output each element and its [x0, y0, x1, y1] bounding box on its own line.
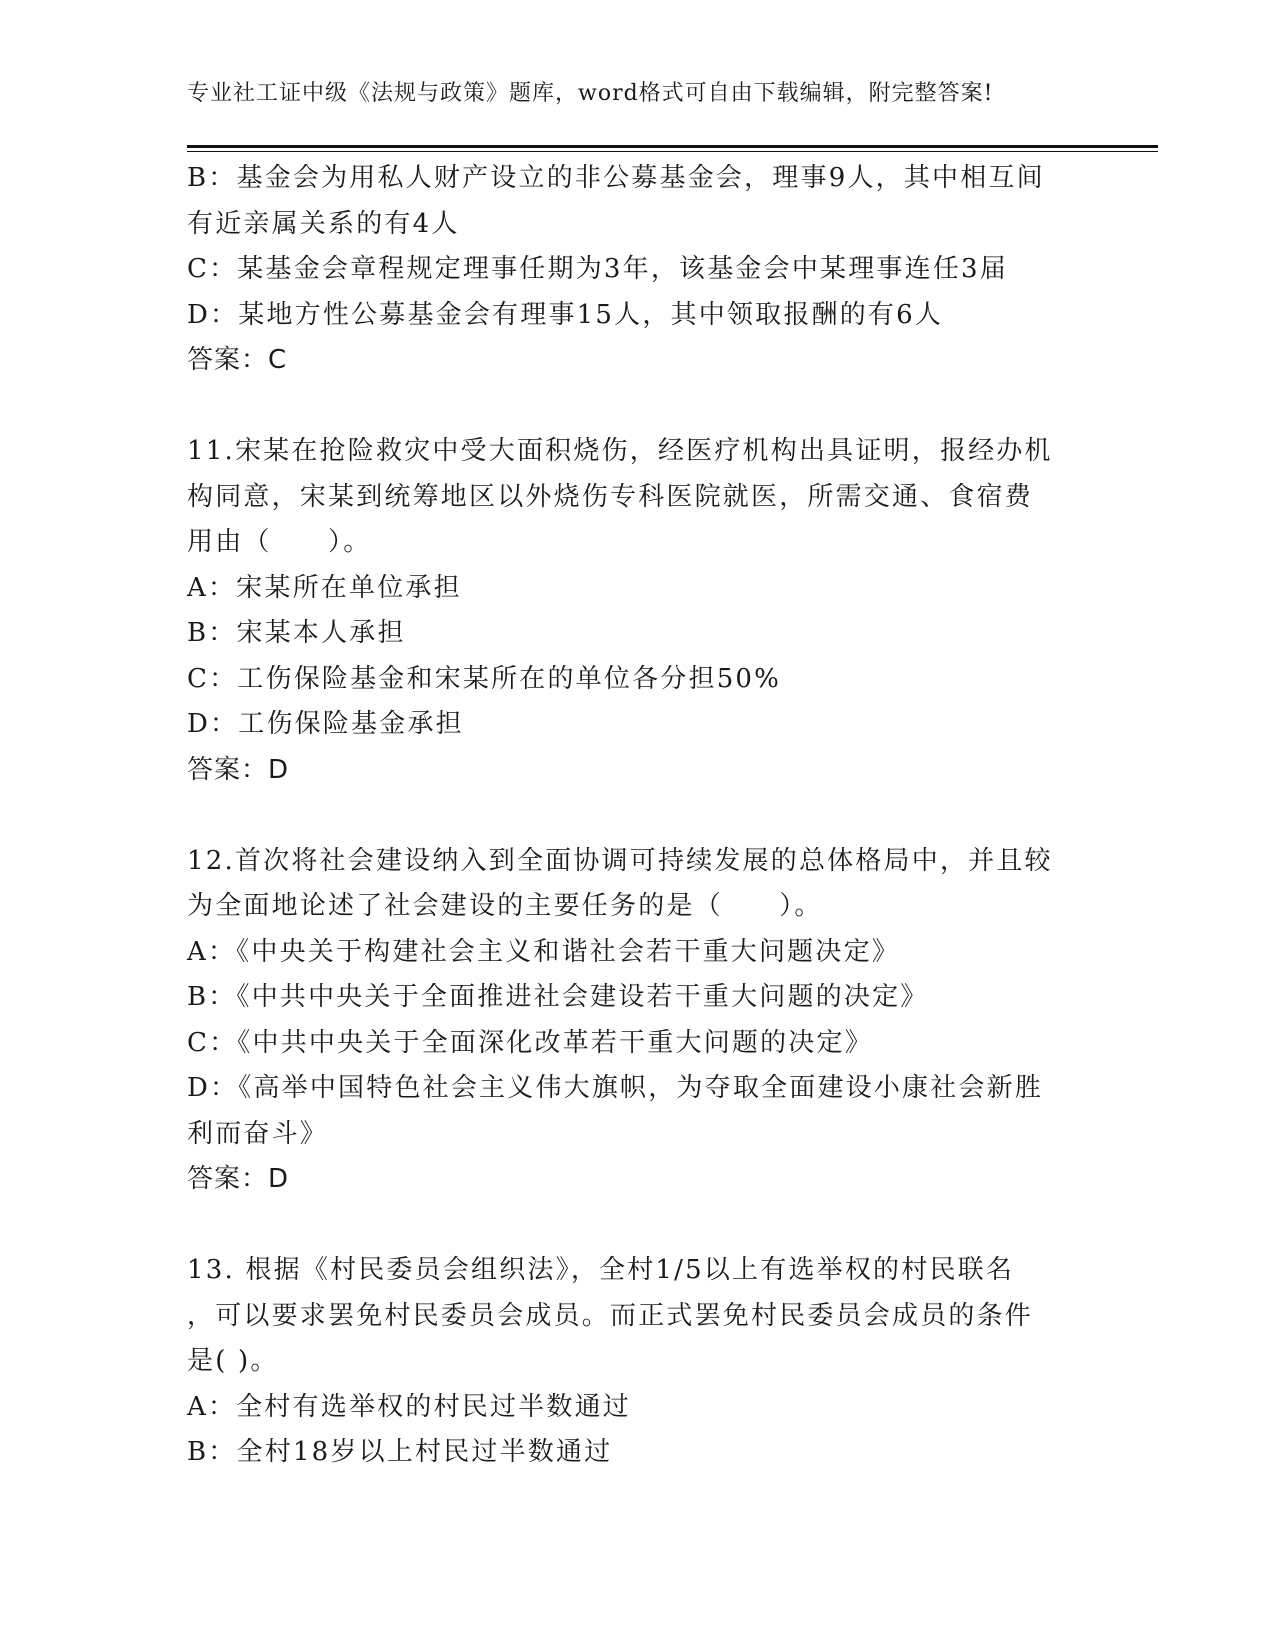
- question-stem-line: 12.首次将社会建设纳入到全面协调可持续发展的总体格局中，并且较: [187, 845, 1053, 876]
- spacer: [187, 793, 1087, 839]
- option-b: B：全村18岁以上村民过半数通过: [187, 1437, 613, 1467]
- spacer: [187, 1203, 1087, 1249]
- question-content: [187, 156, 1087, 1476]
- question-stem-line: 用由（ ）。: [187, 527, 372, 557]
- option-d: D：工伤保险基金承担: [187, 709, 464, 739]
- spacer: [187, 384, 1087, 430]
- question-stem-line: 13. 根据《村民委员会组织法》，全村1/5以上有选举权的村民联名: [187, 1255, 1015, 1285]
- question-stem-line: ，可以要求罢免村民委员会成员。而正式罢免村民委员会成员的条件: [187, 1300, 1034, 1331]
- option-c: C：《中共中央关于全面深化改革若干重大问题的决定》: [187, 1027, 873, 1058]
- question-stem-line: 是( )。: [187, 1346, 279, 1376]
- question-13: [187, 1248, 1087, 1476]
- question-10-continued: [187, 156, 1087, 384]
- question-stem-line: 11.宋某在抢险救灾中受大面积烧伤，经医疗机构出具证明，报经办机: [187, 436, 1053, 466]
- question-stem-line: 构同意，宋某到统筹地区以外烧伤专科医院就医，所需交通、食宿费: [187, 481, 1034, 512]
- answer-10: 答案：C: [187, 345, 288, 375]
- option-d: D：某地方性公募基金会有理事15人，其中领取报酬的有6人: [187, 299, 944, 330]
- header-divider-thick: [187, 145, 1158, 148]
- option-b: B：宋某本人承担: [187, 618, 406, 648]
- page-header: 专业社工证中级《法规与政策》题库，word格式可自由下载编辑，附完整答案!: [187, 81, 994, 106]
- option-d-line-1: D：《高举中国特色社会主义伟大旗帜，为夺取全面建设小康社会新胜: [187, 1073, 1044, 1103]
- question-12: [187, 839, 1087, 1203]
- answer-11: 答案：D: [187, 754, 290, 785]
- option-b-line-1: B：基金会为用私人财产设立的非公募基金会，理事9人，其中相互间: [187, 163, 1045, 193]
- option-d-line-2: 利而奋斗》: [187, 1118, 329, 1149]
- option-c: C：工伤保险基金和宋某所在的单位各分担50%: [187, 663, 782, 694]
- option-b-line-2: 有近亲属关系的有4人: [187, 208, 460, 239]
- question-11: [187, 429, 1087, 793]
- option-c: C：某基金会章程规定理事任期为3年，该基金会中某理事连任3届: [187, 254, 1008, 284]
- option-a: A：宋某所在单位承担: [187, 572, 462, 603]
- option-a: A：《中央关于构建社会主义和谐社会若干重大问题决定》: [187, 936, 900, 967]
- option-b: B：《中共中央关于全面推进社会建设若干重大问题的决定》: [187, 982, 929, 1012]
- answer-12: 答案：D: [187, 1164, 290, 1194]
- question-stem-line: 为全面地论述了社会建设的主要任务的是（ ）。: [187, 891, 823, 921]
- option-a: A：全村有选举权的村民过半数通过: [187, 1391, 631, 1422]
- header-divider-thin: [187, 151, 1158, 152]
